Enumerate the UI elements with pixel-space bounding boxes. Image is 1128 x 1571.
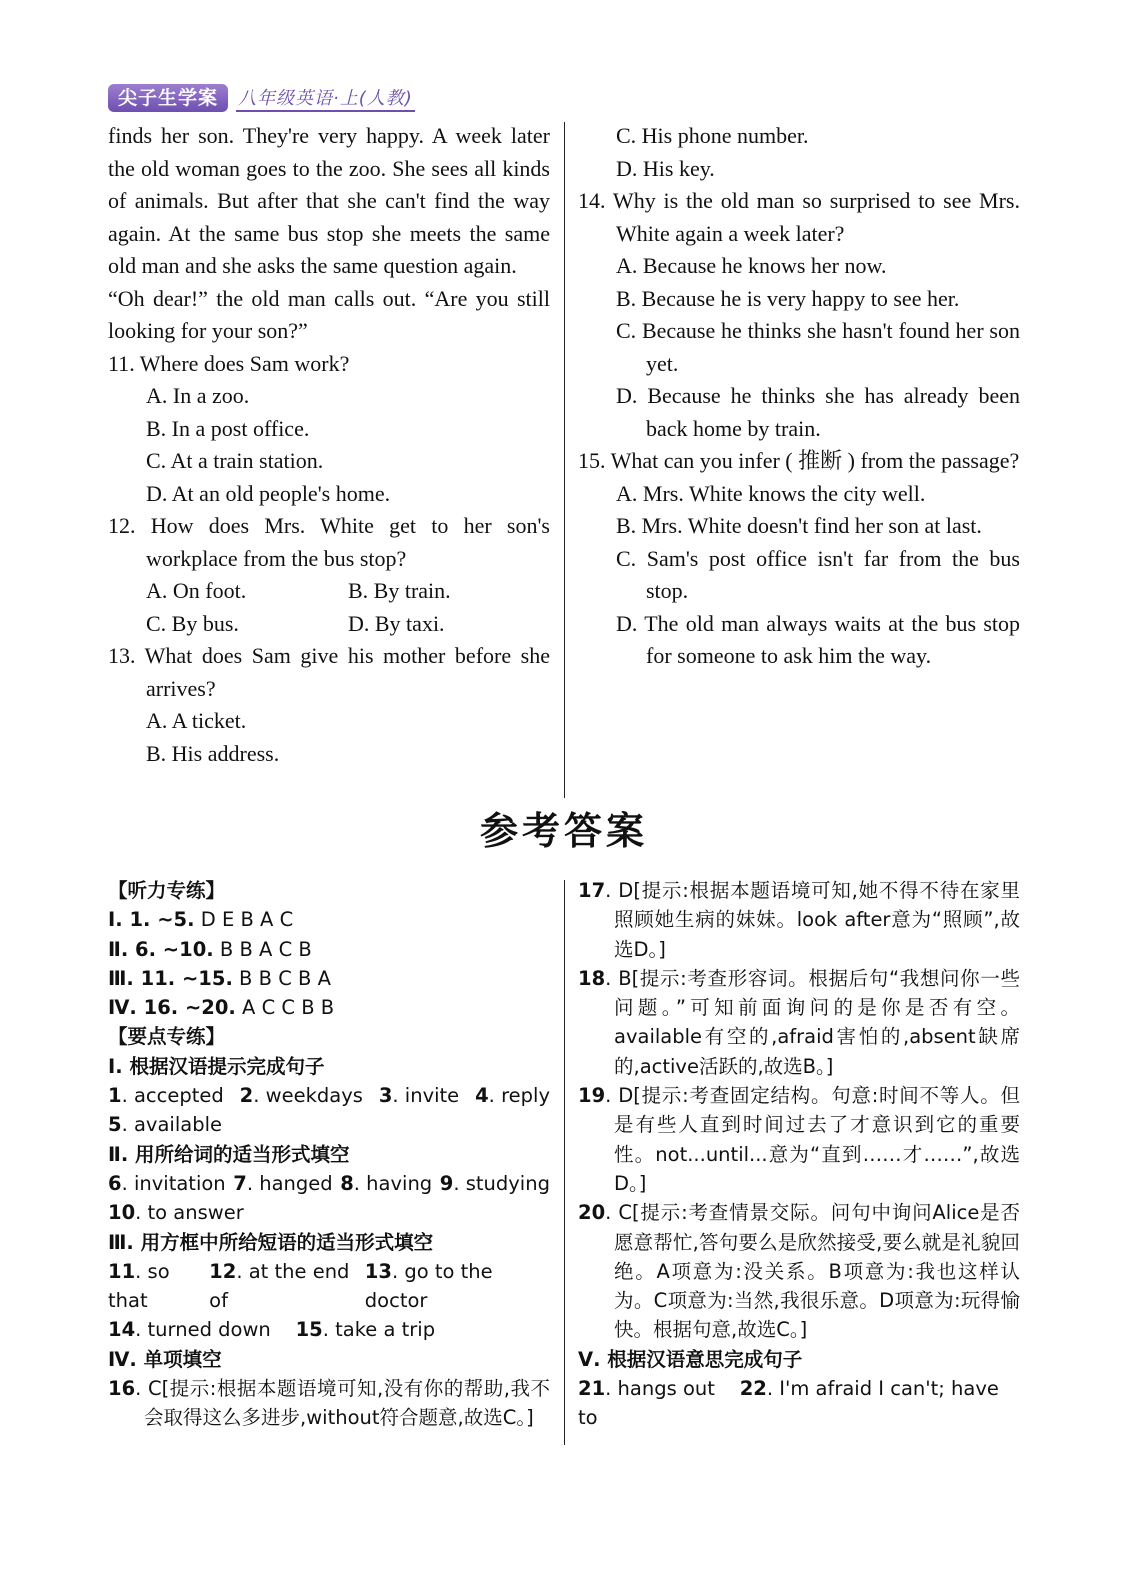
option-c: C. By bus. <box>146 610 239 636</box>
answer-row: Ⅰ. 1. ~5. D E B A C <box>108 908 294 932</box>
subsection-heading: Ⅴ. 根据汉语意思完成句子 <box>578 1347 803 1371</box>
answer-row: 6. invitation 7. hanged 8. having 9. studying <box>108 1171 550 1195</box>
option-b: B. Because he is very happy to see her. <box>616 285 960 311</box>
answer-row: 10. to answer <box>108 1201 244 1225</box>
option-d: D. At an old people's home. <box>146 480 391 506</box>
answers-left-column <box>108 876 550 1433</box>
right-column <box>578 120 1020 673</box>
subsection-heading: Ⅳ. 单项填空 <box>108 1347 222 1371</box>
page-header <box>108 84 415 112</box>
option-a: A. Mrs. White knows the city well. <box>616 480 926 506</box>
question-12 <box>108 510 550 640</box>
column-divider <box>564 122 565 798</box>
answer-19: 19. D[提示:考查固定结构。句意:时间不等人。但是有些人直到时间过去了才意识到它的重要性。not...until...意为“直到……才……”,故选D。] <box>578 1084 1020 1195</box>
section-heading: 【听力专练】 <box>108 879 226 902</box>
answer-18: 18. B[提示:考查形容词。根据后句“我想问你一些问题。”可知前面询问的是你是否有空。available有空的,afraid害怕的,absent缺席的,active活跃的,故选B。] <box>578 966 1020 1078</box>
option-c: C. His phone number. <box>616 123 809 148</box>
question-text: . How does Mrs. White get to her son's workplace from the bus stop? <box>130 513 550 571</box>
answer-row: 21. hangs out 22. I'm afraid I can't; have to <box>578 1377 999 1430</box>
answer-row: Ⅲ. 11. ~15. B B C B A <box>108 966 331 990</box>
question-text: . What does Sam give his mother before she arrives? <box>130 643 550 701</box>
question-11 <box>108 348 550 511</box>
passage-paragraph: “Oh dear!” the old man calls out. “Are you still looking for your son?” <box>108 285 550 343</box>
subsection-heading: Ⅱ. 用所给词的适当形式填空 <box>108 1142 350 1166</box>
option-d: D. Because he thinks she has already been back home by train. <box>616 383 1020 441</box>
option-d: D. The old man always waits at the bus stop for someone to ask him the way. <box>616 610 1020 668</box>
option-a: A. Because he knows her now. <box>616 253 887 278</box>
answer-row: Ⅱ. 6. ~10. B B A C B <box>108 937 312 961</box>
question-number: 12 <box>108 513 130 538</box>
option-c: C. Because he thinks she hasn't found her son yet. <box>616 318 1020 376</box>
subsection-heading: Ⅲ. 用方框中所给短语的适当形式填空 <box>108 1230 434 1254</box>
option-b: B. In a post office. <box>146 415 310 441</box>
answer-row: 11. so that 12. at the end of 13. go to the doctor <box>108 1259 493 1313</box>
question-text: . Where does Sam work? <box>129 350 350 376</box>
book-brand: 尖子生学案 <box>108 84 228 112</box>
book-tagline: 八年级英语·上(人教) <box>236 84 415 112</box>
question-15 <box>578 445 1020 673</box>
question-13 <box>108 640 550 770</box>
question-number: 11 <box>108 350 130 376</box>
option-b: B. Mrs. White doesn't find her son at last. <box>616 513 982 538</box>
option-a: A. A ticket. <box>146 708 247 733</box>
column-divider <box>564 880 565 1445</box>
answer-row: 14. turned down 15. take a trip <box>108 1318 436 1342</box>
answer-20: 20. C[提示:考查情景交际。问句中询问Alice是否愿意帮忙,答句要么是欣然接受,要么就是礼貌回绝。A项意为:没关系。B项意为:我也这样认为。C项意为:当然,我很乐意。D项意为:玩得愉快。根据句意,故选C。] <box>578 1201 1020 1342</box>
question-14 <box>578 185 1020 445</box>
option-a: A. In a zoo. <box>146 383 250 408</box>
section-heading: 【要点专练】 <box>108 1025 226 1049</box>
subsection-heading: Ⅰ. 根据汉语提示完成句子 <box>108 1054 325 1078</box>
option-a: A. On foot. <box>146 578 247 603</box>
passage-paragraph: finds her son. They're very happy. A week later the old woman goes to the zoo. She sees all kinds of animals. But after that she can't find the way again. At the same bus stop she meets the same old man and she asks the same question again. <box>108 123 550 278</box>
left-column <box>108 120 550 770</box>
answer-16: 16. C[提示:根据本题语境可知,没有你的帮助,我不会取得这么多进步,without符合题意,故选C。] <box>108 1377 550 1430</box>
option-c: C. At a train station. <box>146 448 324 473</box>
answer-title: 参考答案 <box>479 809 648 853</box>
question-number: 15 <box>578 448 600 473</box>
answer-row: 5. available <box>108 1113 222 1137</box>
answer-row: 1. accepted 2. weekdays 3. invite 4. reply <box>108 1084 550 1108</box>
option-b: B. By train. <box>348 578 451 603</box>
question-number: 14 <box>578 188 600 213</box>
option-b: B. His address. <box>146 740 280 766</box>
option-d: D. By taxi. <box>348 610 445 636</box>
option-c: C. Sam's post office isn't far from the bus stop. <box>616 545 1020 603</box>
answers-right-column <box>578 876 1020 1433</box>
option-d: D. His key. <box>616 155 715 181</box>
question-text: . What can you infer ( 推断 ) from the passage? <box>600 448 1020 473</box>
question-text: . Why is the old man so surprised to see Mrs. White again a week later? <box>600 188 1020 246</box>
answer-17: 17. D[提示:根据本题语境可知,她不得不待在家里照顾她生病的妹妹。look after意为“照顾”,故选D。] <box>578 879 1020 961</box>
answer-row: Ⅳ. 16. ~20. A C C B B <box>108 996 335 1020</box>
question-number: 13 <box>108 643 130 668</box>
